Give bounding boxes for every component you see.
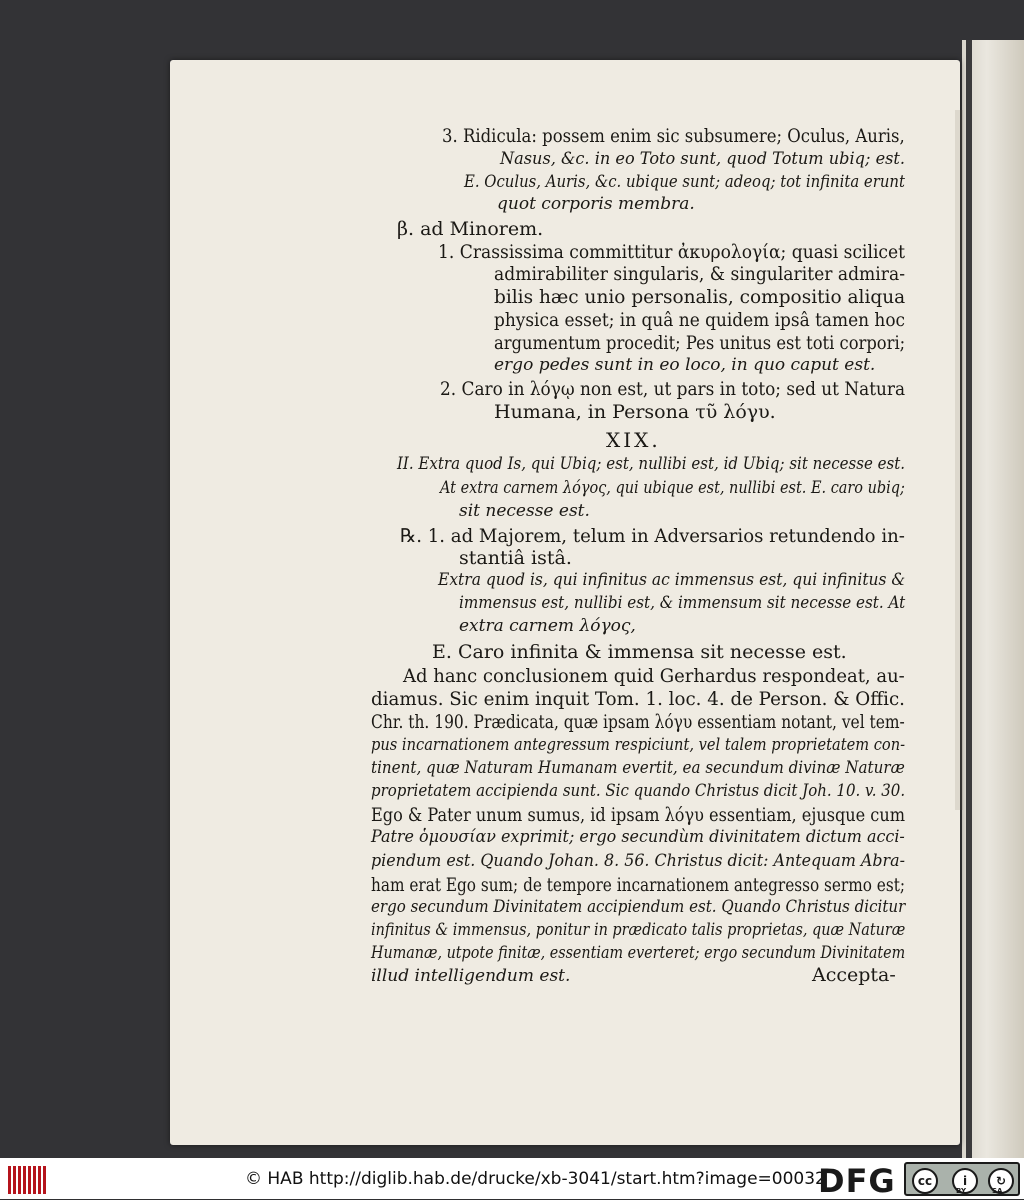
text-line: Ad hanc conclusionem quid Gerhardus respondeat, au- bbox=[403, 665, 905, 687]
text-line: Chr. th. 190. Prædicata, quæ ipsam λόγυ essentiam notant, vel tem- bbox=[371, 711, 905, 733]
cc-license-badge[interactable] bbox=[904, 1162, 1020, 1196]
license-sa-label: SA bbox=[992, 1187, 1003, 1195]
text-line: physica esset; in quâ ne quidem ipsâ tamen hoc bbox=[494, 309, 906, 331]
text-line: tinent, quæ Naturam Humanam evertit, ea secundum divinæ Naturæ bbox=[371, 758, 905, 778]
text-line: illud intelligendum est. bbox=[371, 966, 571, 986]
text-line: Humanæ, utpote finitæ, essentiam everteret; ergo secundum Divinitatem bbox=[371, 943, 906, 963]
text-line: E. Caro infinita & immensa sit necesse est. bbox=[432, 641, 847, 663]
text-line: extra carnem λόγος, bbox=[459, 616, 636, 636]
share-alike-icon: ↻ bbox=[988, 1168, 1014, 1194]
text-line: infinitus & immensus, ponitur in prædicato talis proprietas, quæ Naturæ bbox=[371, 920, 906, 940]
text-line: ham erat Ego sum; de tempore incarnationem antegresso sermo est; bbox=[371, 874, 906, 896]
text-line: Extra quod is, qui infinitus ac immensus est, qui infinitus & bbox=[438, 570, 906, 590]
copyright-credit[interactable]: © HAB http://diglib.hab.de/drucke/xb-3041/start.htm?image=00032 bbox=[245, 1169, 826, 1189]
text-line: ergo pedes sunt in eo loco, in quo caput est. bbox=[494, 355, 876, 375]
hab-logo-icon bbox=[8, 1166, 48, 1194]
footer-bar bbox=[0, 1158, 1024, 1199]
attribution-icon: i bbox=[952, 1168, 978, 1194]
text-line: ℞. 1. ad Majorem, telum in Adversarios retundendo in- bbox=[400, 525, 905, 547]
text-line: β. ad Minorem. bbox=[397, 218, 544, 240]
text-line: diamus. Sic enim inquit Tom. 1. loc. 4. de Person. & Offic. bbox=[371, 688, 905, 710]
text-line: 2. Caro in λόγῳ non est, ut pars in toto; sed ut Natura bbox=[440, 378, 906, 400]
text-line: At extra carnem λόγος, qui ubique est, nullibi est. E. caro ubiq; bbox=[440, 478, 905, 498]
text-line: Humana, in Persona τῦ λόγυ. bbox=[494, 401, 776, 423]
text-line: 1. Crassissima committitur ἀκυρολογία; quasi scilicet bbox=[438, 241, 906, 263]
text-line: quot corporis membra. bbox=[497, 194, 695, 214]
text-line: 3. Ridicula: possem enim sic subsumere; Oculus, Auris, bbox=[442, 125, 905, 147]
text-line: stantiâ istâ. bbox=[459, 547, 572, 569]
text-line: argumentum procedit; Pes unitus est toti corpori; bbox=[494, 332, 906, 354]
text-line: Ego & Pater unum sumus, id ipsam λόγυ essentiam, ejusque cum bbox=[371, 804, 905, 826]
text-line: pus incarnationem antegressum respiciunt, vel talem proprietatem con- bbox=[371, 735, 906, 755]
license-by-label: BY bbox=[956, 1187, 967, 1195]
text-line: immensus est, nullibi est, & immensum sit necesse est. At bbox=[459, 593, 906, 613]
dfg-logo: DFG bbox=[818, 1162, 896, 1200]
cc-icon: cc bbox=[912, 1168, 938, 1194]
text-line: ergo secundum Divinitatem accipiendum est. Quando Christus dicitur bbox=[371, 897, 906, 917]
text-line: proprietatem accipienda sunt. Sic quando Christus dicit Joh. 10. v. 30. bbox=[371, 781, 906, 801]
page-bleed-through bbox=[955, 110, 963, 810]
text-line: II. Extra quod Is, qui Ubiq; est, nullibi est, id Ubiq; sit necesse est. bbox=[397, 454, 906, 474]
text-line: Nasus, &c. in eo Toto sunt, quod Totum ubiq; est. bbox=[500, 149, 906, 169]
text-line: sit necesse est. bbox=[459, 501, 590, 521]
text-line: Accepta- bbox=[812, 964, 896, 986]
text-line: E. Oculus, Auris, &c. ubique sunt; adeoq; tot infinita erunt bbox=[464, 172, 905, 192]
text-line: piendum est. Quando Johan. 8. 56. Christus dicit: Antequam Abra- bbox=[371, 851, 905, 871]
text-line: admirabiliter singularis, & singulariter admira- bbox=[494, 263, 905, 285]
text-line: Patre ὁμουσίαν exprimit; ergo secundùm divinitatem dictum acci- bbox=[371, 827, 905, 847]
book-gutter bbox=[966, 40, 972, 1158]
text-line: bilis hæc unio personalis, compositio aliqua bbox=[494, 286, 906, 308]
section-heading: XIX. bbox=[606, 428, 661, 452]
